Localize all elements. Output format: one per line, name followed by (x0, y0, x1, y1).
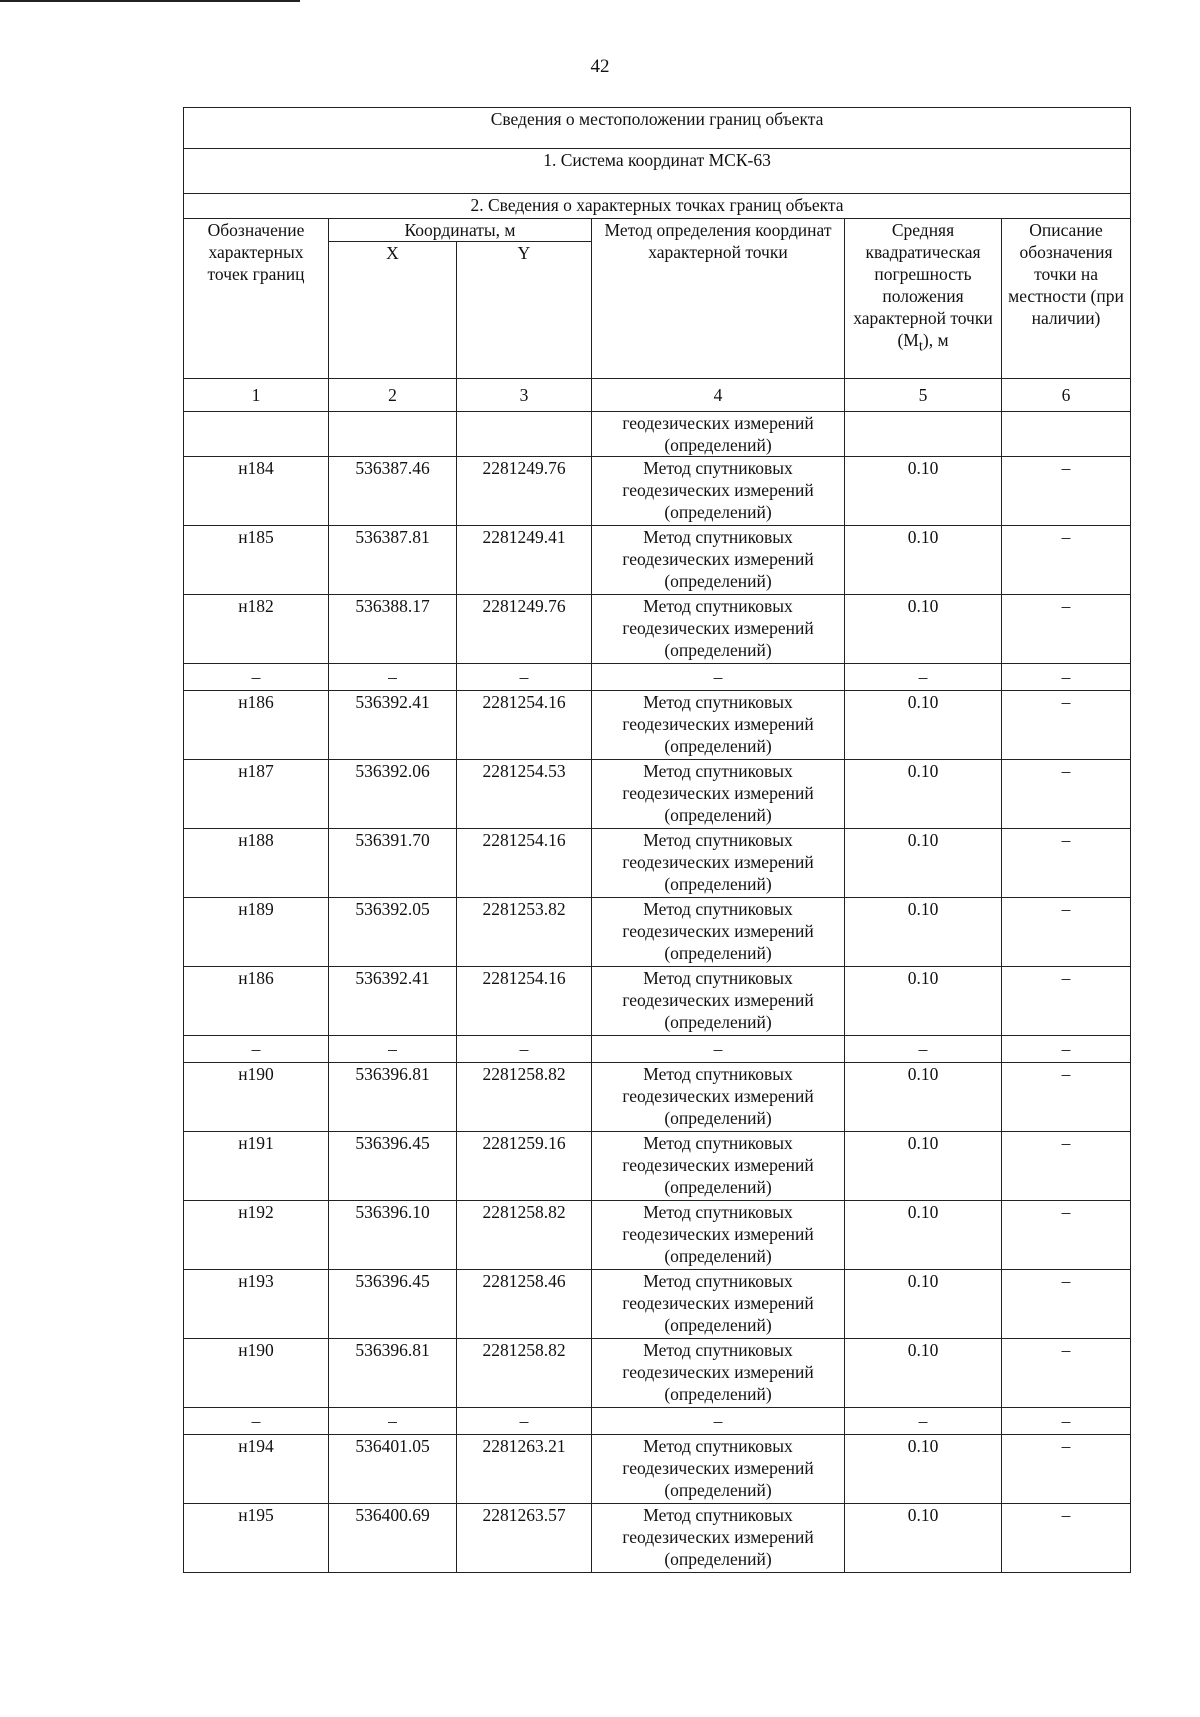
cell-point-id: – (184, 664, 329, 691)
cell-coord-x: 536401.05 (329, 1435, 457, 1504)
cell-description: – (1002, 1201, 1131, 1270)
cell-coord-x: 536396.10 (329, 1201, 457, 1270)
cell-coord-x: 536391.70 (329, 829, 457, 898)
cell-coord-x: – (329, 1036, 457, 1063)
cell-description: – (1002, 457, 1131, 526)
cell-method: Метод спутниковых геодезических измерений (определений) (592, 1063, 845, 1132)
cell-description: – (1002, 664, 1131, 691)
cell-point-id: н191 (184, 1132, 329, 1201)
table-row (184, 595, 1131, 664)
cell-coord-x: 536392.05 (329, 898, 457, 967)
cell-coord-x: – (329, 664, 457, 691)
cell-point-id: н194 (184, 1435, 329, 1504)
cell-method: Метод спутниковых геодезических измерений (определений) (592, 1201, 845, 1270)
table-title: Сведения о местоположении границ объекта (184, 108, 1131, 149)
table-row (184, 829, 1131, 898)
cell-description: – (1002, 1435, 1131, 1504)
cell-accuracy: 0.10 (845, 760, 1002, 829)
column-number: 3 (457, 379, 592, 412)
cell-description: – (1002, 1036, 1131, 1063)
cell-point-id: – (184, 1036, 329, 1063)
cell-point-id: н190 (184, 1339, 329, 1408)
cell-point-id: н195 (184, 1504, 329, 1573)
cell-coord-y: 2281249.41 (457, 526, 592, 595)
page-number: 42 (590, 56, 610, 77)
cell-description: – (1002, 1270, 1131, 1339)
table-row (184, 1063, 1131, 1132)
cell-coord-x: 536396.81 (329, 1063, 457, 1132)
separator-row (184, 1036, 1131, 1063)
cell-coord-x: 536392.41 (329, 967, 457, 1036)
cell-accuracy: 0.10 (845, 1201, 1002, 1270)
cell-accuracy: 0.10 (845, 1339, 1002, 1408)
cell-accuracy: 0.10 (845, 595, 1002, 664)
cell-coord-y: 2281258.82 (457, 1063, 592, 1132)
cell-accuracy: 0.10 (845, 1063, 1002, 1132)
cell-point-id: н187 (184, 760, 329, 829)
cell-coord-y: 2281258.46 (457, 1270, 592, 1339)
column-number: 4 (592, 379, 845, 412)
cell-coord-x: – (329, 1408, 457, 1435)
cell-description: – (1002, 1063, 1131, 1132)
cell-method: Метод спутниковых геодезических измерений (определений) (592, 457, 845, 526)
cell-accuracy (845, 412, 1002, 457)
cell-description: – (1002, 1132, 1131, 1201)
cell-accuracy: 0.10 (845, 1270, 1002, 1339)
cell-description: – (1002, 526, 1131, 595)
cell-method: Метод спутниковых геодезических измерений (определений) (592, 829, 845, 898)
column-number: 6 (1002, 379, 1131, 412)
cell-description: – (1002, 1408, 1131, 1435)
cell-coord-y: 2281249.76 (457, 457, 592, 526)
section-title: 2. Сведения о характерных точках границ объекта (184, 194, 1131, 219)
cell-point-id: н184 (184, 457, 329, 526)
table-row (184, 1339, 1131, 1408)
cell-method: – (592, 1408, 845, 1435)
cell-point-id: н189 (184, 898, 329, 967)
cell-coord-y: 2281254.53 (457, 760, 592, 829)
cell-method: Метод спутниковых геодезических измерений (определений) (592, 1339, 845, 1408)
cell-coord-y: 2281263.21 (457, 1435, 592, 1504)
header-x: X (329, 242, 457, 379)
table-row (184, 760, 1131, 829)
cell-point-id: – (184, 1408, 329, 1435)
header-point-designation: Обозначение характерных точек границ (184, 219, 329, 379)
cell-coord-y: 2281258.82 (457, 1339, 592, 1408)
cell-point-id: н186 (184, 967, 329, 1036)
column-number: 1 (184, 379, 329, 412)
column-numbers-row (184, 379, 1131, 412)
cell-accuracy: – (845, 664, 1002, 691)
cell-point-id: н192 (184, 1201, 329, 1270)
table-row (184, 1201, 1131, 1270)
table-row (184, 526, 1131, 595)
cell-accuracy: 0.10 (845, 457, 1002, 526)
cell-point-id: н182 (184, 595, 329, 664)
cell-accuracy: – (845, 1036, 1002, 1063)
table-row (184, 898, 1131, 967)
separator-row (184, 664, 1131, 691)
cell-point-id: н186 (184, 691, 329, 760)
cell-coord-y: – (457, 1408, 592, 1435)
boundary-points-table (183, 107, 1131, 1573)
cell-description: – (1002, 1504, 1131, 1573)
column-number: 5 (845, 379, 1002, 412)
cell-description: – (1002, 595, 1131, 664)
coordinate-system: 1. Система координат МСК-63 (184, 149, 1131, 194)
cell-point-id: н193 (184, 1270, 329, 1339)
cell-coord-x: 536396.45 (329, 1132, 457, 1201)
cell-method: – (592, 664, 845, 691)
cell-accuracy: – (845, 1408, 1002, 1435)
table-row (184, 412, 1131, 457)
cell-point-id: н185 (184, 526, 329, 595)
cell-point-id: н190 (184, 1063, 329, 1132)
cell-coord-y: 2281263.57 (457, 1504, 592, 1573)
cell-coord-y: 2281249.76 (457, 595, 592, 664)
cell-accuracy: 0.10 (845, 1132, 1002, 1201)
cell-method: Метод спутниковых геодезических измерений (определений) (592, 1270, 845, 1339)
cell-accuracy: 0.10 (845, 526, 1002, 595)
cell-coord-x: 536396.45 (329, 1270, 457, 1339)
cell-point-id: н188 (184, 829, 329, 898)
cell-coord-x: 536387.46 (329, 457, 457, 526)
table-row (184, 691, 1131, 760)
header-method: Метод определения координат характерной точки (592, 219, 845, 379)
cell-coord-x: 536400.69 (329, 1504, 457, 1573)
cell-coord-x: 536396.81 (329, 1339, 457, 1408)
cell-method: геодезических измерений (определений) (592, 412, 845, 457)
cell-method: Метод спутниковых геодезических измерений (определений) (592, 1435, 845, 1504)
separator-row (184, 1408, 1131, 1435)
cell-accuracy: 0.10 (845, 691, 1002, 760)
cell-description: – (1002, 898, 1131, 967)
cell-method: Метод спутниковых геодезических измерений (определений) (592, 898, 845, 967)
table-row (184, 457, 1131, 526)
cell-coord-y: 2281253.82 (457, 898, 592, 967)
cell-accuracy: 0.10 (845, 829, 1002, 898)
cell-coord-x: 536392.41 (329, 691, 457, 760)
header-y: Y (457, 242, 592, 379)
cell-coord-y: 2281254.16 (457, 967, 592, 1036)
cell-description: – (1002, 829, 1131, 898)
cell-description: – (1002, 967, 1131, 1036)
cell-coord-y: 2281254.16 (457, 691, 592, 760)
cell-point-id (184, 412, 329, 457)
cell-coord-y: – (457, 664, 592, 691)
cell-coord-y (457, 412, 592, 457)
cell-coord-x: 536392.06 (329, 760, 457, 829)
cell-method: Метод спутниковых геодезических измерений (определений) (592, 526, 845, 595)
cell-method: – (592, 1036, 845, 1063)
cell-coord-x (329, 412, 457, 457)
column-number: 2 (329, 379, 457, 412)
cell-coord-x: 536388.17 (329, 595, 457, 664)
cell-accuracy: 0.10 (845, 1504, 1002, 1573)
cell-description: – (1002, 691, 1131, 760)
cell-description: – (1002, 760, 1131, 829)
header-description: Описание обозначения точки на местности (при наличии) (1002, 219, 1131, 379)
cell-description (1002, 412, 1131, 457)
cell-coord-y: 2281258.82 (457, 1201, 592, 1270)
table-row (184, 967, 1131, 1036)
cell-method: Метод спутниковых геодезических измерений (определений) (592, 967, 845, 1036)
cell-coord-y: – (457, 1036, 592, 1063)
cell-accuracy: 0.10 (845, 967, 1002, 1036)
cell-coord-y: 2281254.16 (457, 829, 592, 898)
scan-edge-line (0, 0, 300, 2)
table-row (184, 1435, 1131, 1504)
cell-accuracy: 0.10 (845, 898, 1002, 967)
cell-method: Метод спутниковых геодезических измерений (определений) (592, 760, 845, 829)
table-row (184, 1270, 1131, 1339)
cell-coord-x: 536387.81 (329, 526, 457, 595)
header-accuracy: Средняя квадратическая погрешность положения характерной точки $(M_t)$, м (845, 219, 1002, 379)
cell-method: Метод спутниковых геодезических измерений (определений) (592, 691, 845, 760)
cell-method: Метод спутниковых геодезических измерений (определений) (592, 1132, 845, 1201)
cell-description: – (1002, 1339, 1131, 1408)
table-row (184, 1132, 1131, 1201)
table-row (184, 1504, 1131, 1573)
cell-accuracy: 0.10 (845, 1435, 1002, 1504)
cell-method: Метод спутниковых геодезических измерений (определений) (592, 595, 845, 664)
cell-coord-y: 2281259.16 (457, 1132, 592, 1201)
header-coordinates: Координаты, м (329, 219, 592, 242)
cell-method: Метод спутниковых геодезических измерений (определений) (592, 1504, 845, 1573)
